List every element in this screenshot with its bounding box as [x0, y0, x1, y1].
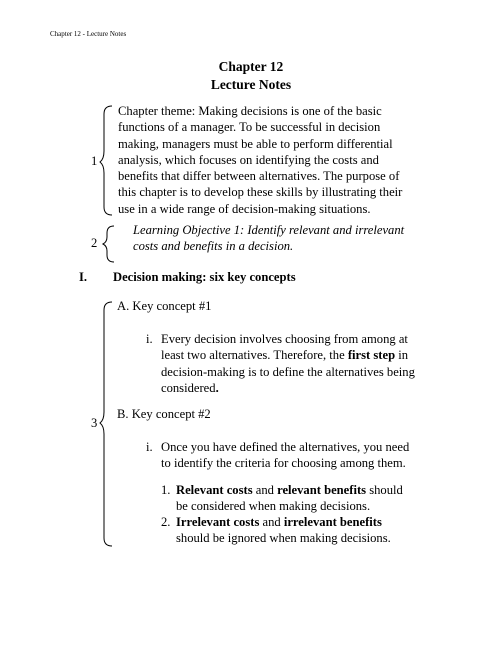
sub-item-marker: 2.	[161, 515, 171, 529]
sub-item-1-text	[176, 482, 466, 515]
text-line: making, managers must be able to perform differential	[118, 136, 393, 151]
running-head: Chapter 12 - Lecture Notes	[50, 30, 127, 38]
text-line: be considered when making decisions.	[176, 499, 371, 514]
item-marker: i.	[146, 440, 153, 454]
text-line: Once you have defined the alternatives, you need	[161, 440, 410, 454]
text-line: to identify the criteria for choosing among them.	[161, 456, 406, 471]
text-line: this chapter is to develop these skills by illustrating their	[118, 185, 403, 200]
text-line: Every decision involves choosing from among at	[161, 332, 408, 346]
concept-a-label: A. Key concept #1	[117, 299, 212, 313]
sub-item-2-text	[176, 514, 466, 547]
concept-b-text	[161, 439, 461, 472]
block-number: 1	[91, 154, 98, 168]
section-heading: Decision making: six key concepts	[113, 270, 296, 284]
concept-b-label: B. Key concept #2	[117, 407, 211, 421]
text-line: decision-making is to define the alternatives being	[161, 364, 415, 379]
text-line: Chapter theme: Making decisions is one of the basic	[118, 104, 382, 118]
text-line: Irrelevant costs and irrelevant benefits	[176, 515, 382, 529]
chapter-subtitle: Lecture Notes	[210, 77, 292, 92]
text-line: benefits that differ between alternatives. The purpose of	[118, 169, 400, 184]
text-line: considered.	[161, 380, 219, 395]
chapter-title: Chapter 12	[218, 59, 284, 74]
text-line: costs and benefits in a decision.	[133, 239, 294, 254]
text-line: analysis, which focuses on identifying the costs and	[118, 152, 379, 167]
text-line: functions of a manager. To be successful in decision	[118, 120, 381, 135]
text-line: least two alternatives. Therefore, the first step in	[161, 348, 409, 363]
concept-a-text	[161, 331, 461, 396]
sub-item-marker: 1.	[161, 483, 171, 497]
text-line: should be ignored when making decisions.	[176, 531, 391, 546]
emphasis: first step	[347, 348, 396, 363]
block-number: 3	[91, 416, 98, 430]
text-line: Relevant costs and relevant benefits should	[176, 483, 403, 497]
text-line: use in a wide range of decision-making situations.	[118, 201, 371, 216]
block-number: 2	[91, 236, 98, 250]
item-marker: i.	[146, 332, 153, 346]
text-line: Learning Objective 1: Identify relevant and irrelevant	[133, 223, 405, 237]
section-numeral: I.	[79, 270, 88, 284]
